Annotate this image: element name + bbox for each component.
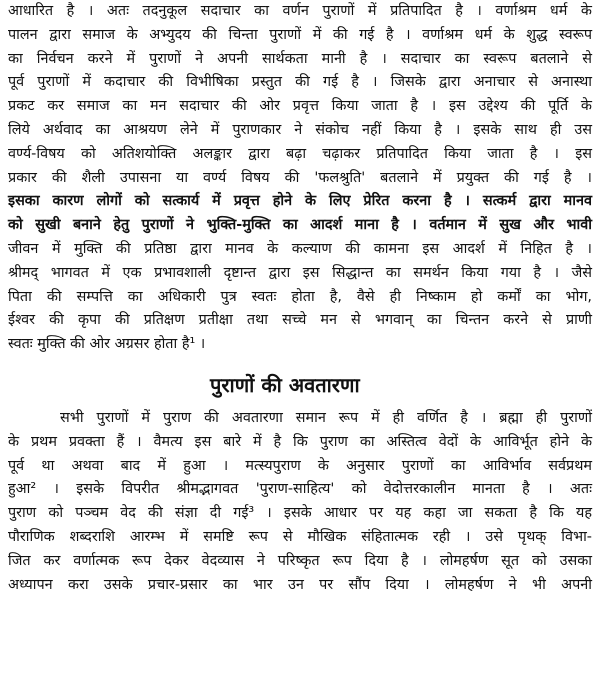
text-line: को सुखी बनाने हेतु पुराणों ने भुक्ति-मुक्ति का आदर्श माना है । वर्तमान में सुख और भावी: [8, 217, 592, 234]
text-line: पालन द्वारा समाज के अभ्युदय की चिन्ता पुराणों में की गई है । वर्णाश्रम धर्म के शुद्ध स्वरूप: [8, 26, 592, 43]
section-heading: पुराणों की अवतारणा: [210, 372, 360, 397]
text-line: पिता की सम्पत्ति का अधिकारी पुत्र स्वतः होता है, वैसे ही निष्काम हो कर्मों का भोग,: [8, 288, 592, 305]
text-line: वर्ण्य-विषय को अतिशयोक्ति अलङ्कार द्वारा बढ़ा चढ़ाकर प्रतिपादित किया जाता है । इस: [8, 145, 592, 162]
text-line: प्रकार की शैली उपासना या वर्ण्य विषय की 'फलश्रुति' बतलाने में प्रयुक्त की गई है ।: [8, 169, 592, 186]
text-line: ईश्वर की कृपा की प्रतिक्षण प्रतीक्षा तथा सच्चे मन से भगवान् का चिन्तन करने से प्राणी: [8, 312, 592, 329]
text-line: स्वतः मुक्ति की ओर अग्रसर होता है¹ ।: [8, 336, 206, 353]
text-line: पौराणिक शब्दराशि आरम्भ में समष्टि रूप से मौखिक संहितात्मक रही । उसे पृथक् विभा-: [8, 528, 592, 545]
text-line: पूर्व पुराणों में कदाचार की विभीषिका प्रस्तुत की गई है । जिसके द्वारा अनाचार से अनास्था: [8, 74, 592, 91]
text-line: लिये अर्थवाद का आश्रयण लेने में पुराणकार ने संकोच नहीं किया है । इसके साथ ही उस: [8, 121, 592, 138]
text-line: प्रकट कर समाज का मन सदाचार की ओर प्रवृत्त किया जाता है । इस उद्देश्य की पूर्ति के: [8, 98, 592, 115]
text-line: श्रीमद् भागवत में एक प्रभावशाली दृष्टान्त द्वारा इस सिद्धान्त का समर्थन किया गया है । जैसे: [8, 264, 592, 281]
text-line: पूर्व था अथवा बाद में हुआ । मत्स्यपुराण के अनुसार पुराणों का आविर्भाव सर्वप्रथम: [8, 457, 592, 474]
text-line: के प्रथम प्रवक्ता हैं । वैमत्य इस बारे में है कि पुराण का अस्तित्व वेदों के आविर्भूत होने के: [8, 433, 592, 450]
text-line: इसका कारण लोगों को सत्कार्य में प्रवृत्त होने के लिए प्रेरित करना है । सत्कर्म द्वारा मानव: [8, 193, 592, 210]
text-line: पुराण को पञ्चम वेद की संज्ञा दी गई³ । इसके आधार पर यह कहा जा सकता है कि यह: [8, 505, 592, 522]
text-line: जित कर वर्णात्मक रूप देकर वेदव्यास ने परिष्कृत रूप दिया है । लोमहर्षण सूत को उसका: [8, 552, 592, 569]
text-line: अध्यापन करा उसके प्रचार-प्रसार का भार उन पर सौंप दिया । लोमहर्षण ने भी अपनी: [8, 576, 592, 593]
paragraph-avatarana: [0, 407, 600, 597]
text-line: का निर्वचन करने में पुराणों ने अपनी सार्थकता मानी है । सदाचार का स्वरूप बतलाने से: [8, 50, 592, 67]
text-line: हुआ² । इसके विपरीत श्रीमद्भागवत 'पुराण-साहित्य' को वेदोत्तरकालीन मानता है । अतः: [8, 481, 592, 498]
text-line: सभी पुराणों में पुराण की अवतारणा समान रूप में ही वर्णित है । ब्रह्मा ही पुराणों: [60, 409, 592, 426]
text-line: आधारित है । अतः तदनुकूल सदाचार का वर्णन पुराणों में प्रतिपादित है । वर्णाश्रम धर्म के: [8, 3, 592, 19]
text-line: जीवन में मुक्ति की प्रतिष्ठा द्वारा मानव के कल्याण की कामना इस आदर्श में निहित है ।: [8, 240, 592, 257]
